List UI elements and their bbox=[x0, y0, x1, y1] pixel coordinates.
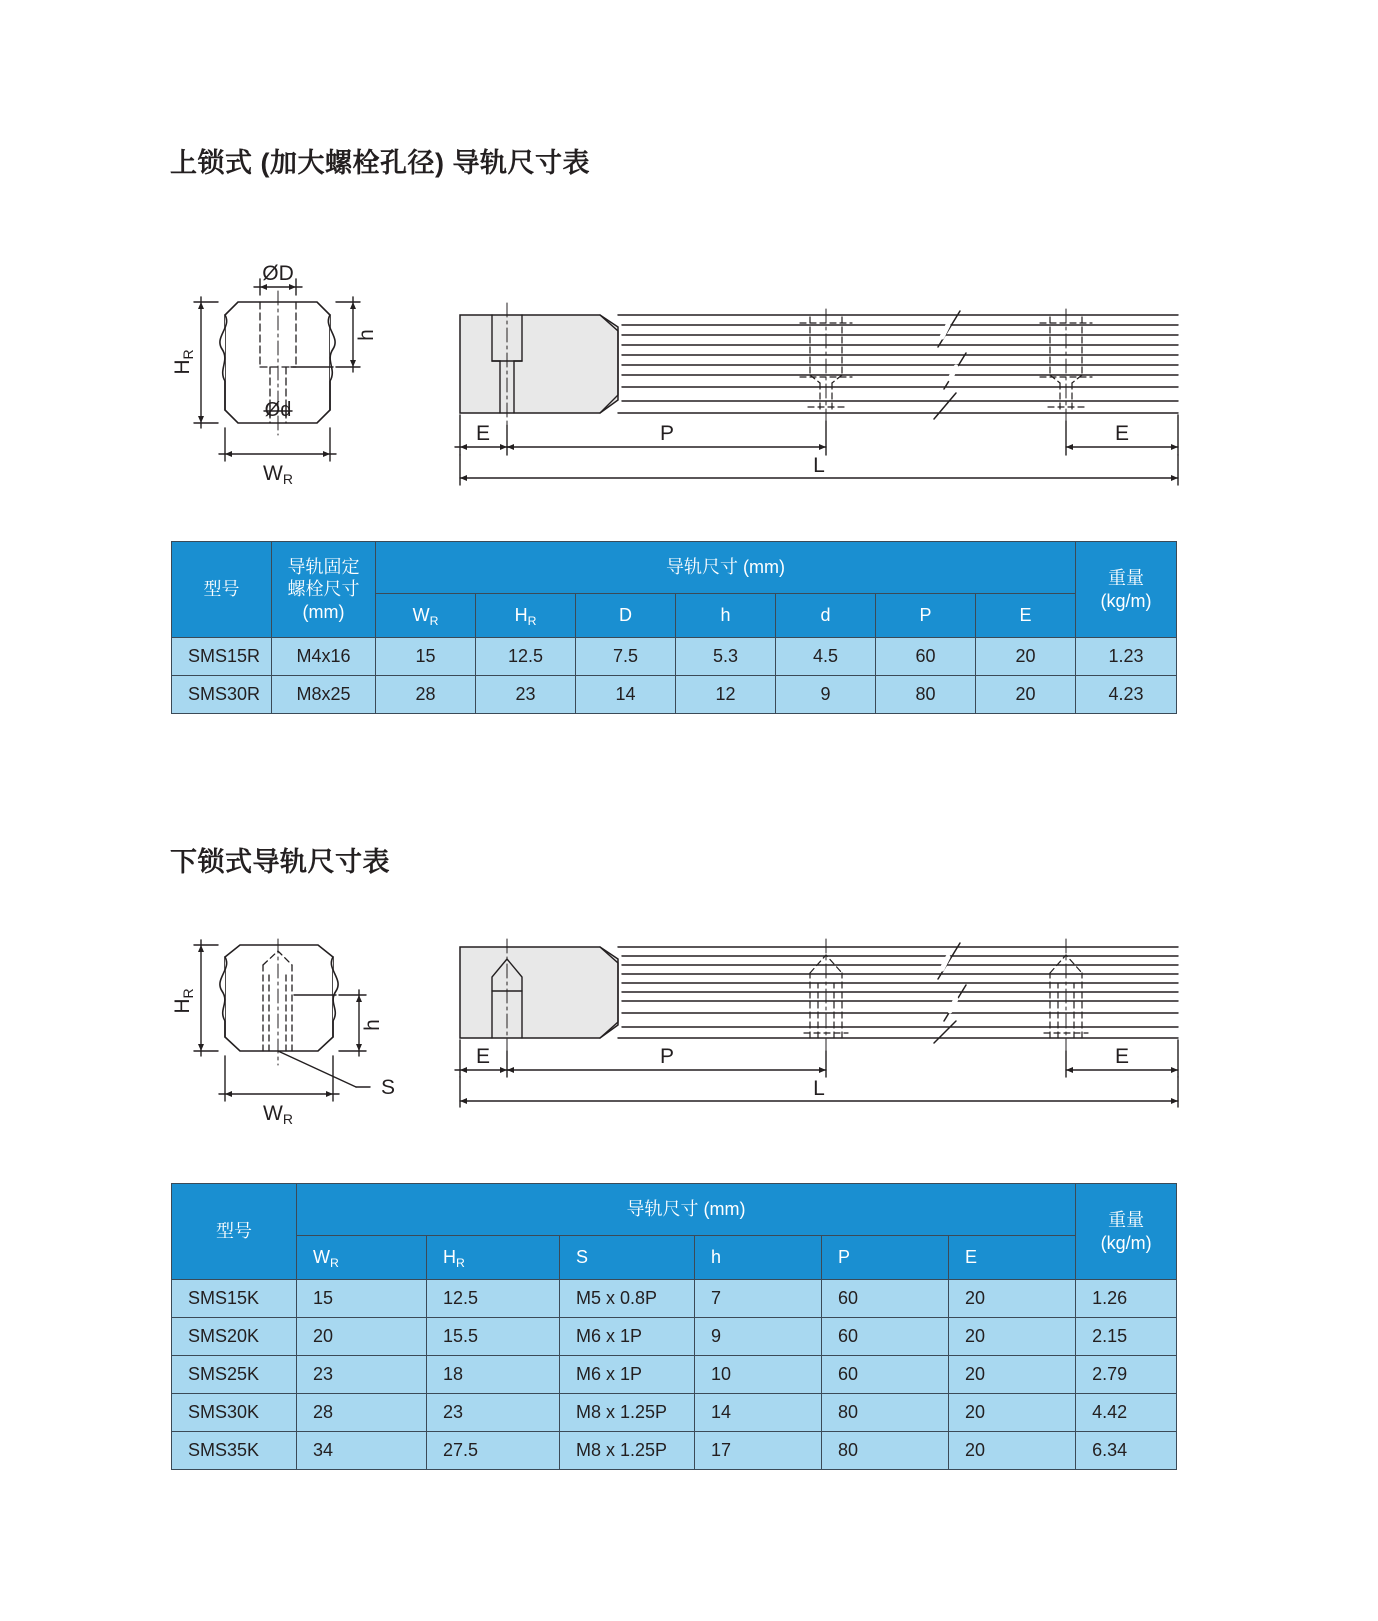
table-row bbox=[172, 676, 1177, 714]
cell-model: SMS15R bbox=[172, 638, 272, 676]
label-diameter-D: ØD bbox=[262, 262, 294, 285]
cell-WR: 34 bbox=[297, 1432, 427, 1470]
label-WR: WR bbox=[263, 462, 293, 487]
cell-model: SMS15K bbox=[172, 1280, 297, 1318]
cell-h: 9 bbox=[695, 1318, 822, 1356]
cell-WR: 20 bbox=[297, 1318, 427, 1356]
cell-HR: 18 bbox=[427, 1356, 560, 1394]
cell-bolt: M4x16 bbox=[272, 638, 376, 676]
label-h: h bbox=[355, 329, 378, 341]
cell-P: 80 bbox=[822, 1432, 949, 1470]
cell-S: M5 x 0.8P bbox=[560, 1280, 695, 1318]
cell-S: M8 x 1.25P bbox=[560, 1432, 695, 1470]
cell-weight: 4.23 bbox=[1076, 676, 1177, 714]
label-E-left-2: E bbox=[475, 1045, 491, 1068]
cell-weight: 4.42 bbox=[1076, 1394, 1177, 1432]
table-row bbox=[172, 638, 1177, 676]
table-row bbox=[172, 1432, 1177, 1470]
label-P-2: P bbox=[659, 1045, 675, 1068]
cell-E: 20 bbox=[949, 1432, 1076, 1470]
cell-HR: 12.5 bbox=[427, 1280, 560, 1318]
cell-HR: 23 bbox=[427, 1394, 560, 1432]
cell-weight: 2.79 bbox=[1076, 1356, 1177, 1394]
th-S-2: S bbox=[560, 1236, 695, 1280]
cell-model: SMS25K bbox=[172, 1356, 297, 1394]
drawing-top-lock-rail bbox=[170, 262, 1180, 495]
th-dimensions-group-1: 导轨尺寸 (mm) bbox=[376, 542, 1076, 594]
th-D-1: D bbox=[576, 594, 676, 638]
th-WR-1: $W_R$ bbox=[376, 594, 476, 638]
table-row bbox=[172, 1394, 1177, 1432]
label-L: L bbox=[813, 454, 825, 477]
cell-E: 20 bbox=[949, 1318, 1076, 1356]
label-L-2: L bbox=[813, 1077, 825, 1100]
cell-h: 10 bbox=[695, 1356, 822, 1394]
th-P-1: P bbox=[876, 594, 976, 638]
th-model-1: 型号 bbox=[172, 542, 272, 638]
th-WR-2: $W_R$ bbox=[297, 1236, 427, 1280]
cell-HR: 12.5 bbox=[476, 638, 576, 676]
label-E-right-2: E bbox=[1114, 1045, 1130, 1068]
cell-HR: 23 bbox=[476, 676, 576, 714]
th-model-2: 型号 bbox=[172, 1184, 297, 1280]
section-title-bottom-lock: 下锁式导轨尺寸表 bbox=[170, 847, 390, 877]
cell-D: 7.5 bbox=[576, 638, 676, 676]
cell-S: M6 x 1P bbox=[560, 1318, 695, 1356]
cell-weight: 6.34 bbox=[1076, 1432, 1177, 1470]
cell-P: 60 bbox=[822, 1280, 949, 1318]
cell-weight: 2.15 bbox=[1076, 1318, 1177, 1356]
cell-WR: 15 bbox=[297, 1280, 427, 1318]
cell-E: 20 bbox=[976, 638, 1076, 676]
cell-HR: 15.5 bbox=[427, 1318, 560, 1356]
label-P: P bbox=[659, 422, 675, 445]
cell-h: 5.3 bbox=[676, 638, 776, 676]
th-HR-2: $H_R$ bbox=[427, 1236, 560, 1280]
th-bolt-size-1: 导轨固定 螺栓尺寸 (mm) bbox=[272, 542, 376, 638]
cell-E: 20 bbox=[949, 1394, 1076, 1432]
cell-P: 60 bbox=[822, 1356, 949, 1394]
th-weight-2: 重量 (kg/m) bbox=[1076, 1184, 1177, 1280]
label-diameter-d: Ød bbox=[264, 399, 292, 421]
cell-D: 14 bbox=[576, 676, 676, 714]
th-P-2: P bbox=[822, 1236, 949, 1280]
cell-d: 4.5 bbox=[776, 638, 876, 676]
cell-model: SMS20K bbox=[172, 1318, 297, 1356]
th-h-2: h bbox=[695, 1236, 822, 1280]
cell-P: 80 bbox=[822, 1394, 949, 1432]
cell-h: 17 bbox=[695, 1432, 822, 1470]
cell-E: 20 bbox=[949, 1356, 1076, 1394]
label-S: S bbox=[381, 1076, 396, 1099]
cell-d: 9 bbox=[776, 676, 876, 714]
cell-WR: 23 bbox=[297, 1356, 427, 1394]
th-E-1: E bbox=[976, 594, 1076, 638]
cell-S: M8 x 1.25P bbox=[560, 1394, 695, 1432]
cell-h: 12 bbox=[676, 676, 776, 714]
cell-bolt: M8x25 bbox=[272, 676, 376, 714]
cell-weight: 1.23 bbox=[1076, 638, 1177, 676]
th-dimensions-group-2: 导轨尺寸 (mm) bbox=[297, 1184, 1076, 1236]
label-HR-2: HR bbox=[171, 988, 196, 1014]
th-d-1: d bbox=[776, 594, 876, 638]
th-HR-1: $H_R$ bbox=[476, 594, 576, 638]
cell-S: M6 x 1P bbox=[560, 1356, 695, 1394]
cell-P: 60 bbox=[822, 1318, 949, 1356]
table-row bbox=[172, 1356, 1177, 1394]
label-HR: HR bbox=[171, 349, 196, 375]
cell-P: 80 bbox=[876, 676, 976, 714]
table-top-lock-dimensions bbox=[171, 541, 1177, 714]
label-h-2: h bbox=[361, 1019, 384, 1031]
th-E-2: E bbox=[949, 1236, 1076, 1280]
cell-model: SMS30K bbox=[172, 1394, 297, 1432]
section-title-top-lock: 上锁式 (加大螺栓孔径) 导轨尺寸表 bbox=[170, 148, 590, 178]
cell-E: 20 bbox=[976, 676, 1076, 714]
label-E-right: E bbox=[1114, 422, 1130, 445]
th-h-1: h bbox=[676, 594, 776, 638]
label-WR-2: WR bbox=[263, 1102, 293, 1127]
table-row bbox=[172, 1280, 1177, 1318]
cell-WR: 15 bbox=[376, 638, 476, 676]
drawing-bottom-lock-rail bbox=[170, 925, 1180, 1127]
label-E-left: E bbox=[475, 422, 491, 445]
table-row bbox=[172, 1318, 1177, 1356]
cell-model: SMS30R bbox=[172, 676, 272, 714]
cell-WR: 28 bbox=[376, 676, 476, 714]
cell-P: 60 bbox=[876, 638, 976, 676]
cell-WR: 28 bbox=[297, 1394, 427, 1432]
cell-h: 7 bbox=[695, 1280, 822, 1318]
cell-model: SMS35K bbox=[172, 1432, 297, 1470]
th-weight-1: 重量 (kg/m) bbox=[1076, 542, 1177, 638]
cell-weight: 1.26 bbox=[1076, 1280, 1177, 1318]
cell-HR: 27.5 bbox=[427, 1432, 560, 1470]
table-bottom-lock-dimensions bbox=[171, 1183, 1177, 1470]
cell-h: 14 bbox=[695, 1394, 822, 1432]
cell-E: 20 bbox=[949, 1280, 1076, 1318]
